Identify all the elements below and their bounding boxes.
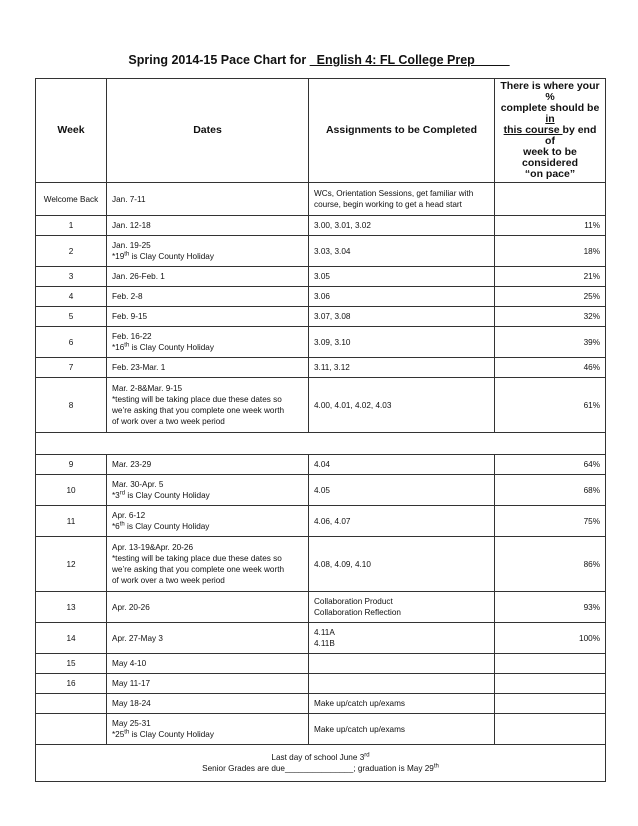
table-row — [36, 183, 606, 216]
assignments-cell: 3.09, 3.10 — [309, 327, 495, 358]
pct-cell: 75% — [495, 506, 606, 537]
table-row — [36, 216, 606, 236]
header-week: Week — [36, 79, 107, 183]
week-cell: 6 — [36, 327, 107, 358]
dates-cell: Jan. 26-Feb. 1 — [107, 267, 309, 287]
assignments-cell — [309, 674, 495, 694]
pct-cell: 86% — [495, 537, 606, 592]
title-prefix: Spring 2014-15 Pace Chart for — [128, 53, 310, 67]
senior-grades-text: Senior Grades are due_______________; graduation is May 29 — [202, 764, 434, 773]
table-row — [36, 358, 606, 378]
dates-cell: Mar. 23-29 — [107, 455, 309, 475]
assignments-cell: Make up/catch up/exams — [309, 694, 495, 714]
week-cell: 4 — [36, 287, 107, 307]
table-row — [36, 327, 606, 358]
assignments-cell: 4.06, 4.07 — [309, 506, 495, 537]
dates-cell: Apr. 27-May 3 — [107, 623, 309, 654]
week-cell: 10 — [36, 475, 107, 506]
dates-cell: May 18-24 — [107, 694, 309, 714]
table-row — [36, 714, 606, 745]
week-cell — [36, 694, 107, 714]
pct-cell: 21% — [495, 267, 606, 287]
week-cell — [36, 714, 107, 745]
pct-cell — [495, 654, 606, 674]
table-row — [36, 287, 606, 307]
footer-note: Last day of school June 3rd Senior Grades are due_______________; graduation is May 29th — [36, 745, 606, 782]
last-day-text: Last day of school June 3 — [271, 753, 365, 762]
dates-cell: Apr. 20-26 — [107, 592, 309, 623]
dates-cell: Jan. 7-11 — [107, 183, 309, 216]
pct-cell: 61% — [495, 378, 606, 433]
table-row — [36, 236, 606, 267]
week-cell: Welcome Back — [36, 183, 107, 216]
pct-cell: 39% — [495, 327, 606, 358]
assignments-cell: 3.05 — [309, 267, 495, 287]
footer-row — [36, 745, 606, 782]
week-cell: 7 — [36, 358, 107, 378]
week-cell: 3 — [36, 267, 107, 287]
dates-cell: Feb. 23-Mar. 1 — [107, 358, 309, 378]
pct-cell — [495, 674, 606, 694]
assignments-cell: 4.05 — [309, 475, 495, 506]
header-dates: Dates — [107, 79, 309, 183]
assignments-cell: 4.04 — [309, 455, 495, 475]
spacer-cell — [36, 433, 606, 455]
header-pace: There is where your % complete should be in this course by end of week to be considered “on pace” — [495, 79, 606, 183]
pct-cell — [495, 183, 606, 216]
week-cell: 12 — [36, 537, 107, 592]
assignments-cell: Make up/catch up/exams — [309, 714, 495, 745]
title-course: _English 4: FL College Prep_____ — [309, 53, 510, 67]
table-row — [36, 537, 606, 592]
pct-cell: 11% — [495, 216, 606, 236]
week-cell: 14 — [36, 623, 107, 654]
dates-cell: May 4-10 — [107, 654, 309, 674]
assignments-cell: 3.03, 3.04 — [309, 236, 495, 267]
week-cell: 9 — [36, 455, 107, 475]
dates-cell: Feb. 16-22 *16th is Clay County Holiday — [107, 327, 309, 358]
assignments-cell — [309, 654, 495, 674]
table-row — [36, 592, 606, 623]
assignments-cell: 3.00, 3.01, 3.02 — [309, 216, 495, 236]
dates-cell: Feb. 9-15 — [107, 307, 309, 327]
page-title — [0, 53, 638, 67]
pct-cell: 68% — [495, 475, 606, 506]
dates-cell: Jan. 12-18 — [107, 216, 309, 236]
table-row — [36, 378, 606, 433]
assignments-cell: 3.06 — [309, 287, 495, 307]
week-cell: 13 — [36, 592, 107, 623]
pct-cell: 32% — [495, 307, 606, 327]
assignments-cell: 4.08, 4.09, 4.10 — [309, 537, 495, 592]
pct-cell: 25% — [495, 287, 606, 307]
header-row — [36, 79, 606, 183]
dates-cell: Jan. 19-25 *19th is Clay County Holiday — [107, 236, 309, 267]
dates-cell: Feb. 2-8 — [107, 287, 309, 307]
assignments-cell: Collaboration Product Collaboration Reflection — [309, 592, 495, 623]
week-cell: 15 — [36, 654, 107, 674]
table-row — [36, 475, 606, 506]
table-row — [36, 455, 606, 475]
assignments-cell: 4.11A 4.11B — [309, 623, 495, 654]
dates-cell: Apr. 6-12 *6th is Clay County Holiday — [107, 506, 309, 537]
pct-cell — [495, 714, 606, 745]
pct-cell: 64% — [495, 455, 606, 475]
table-row — [36, 506, 606, 537]
pct-cell: 100% — [495, 623, 606, 654]
pct-cell — [495, 694, 606, 714]
dates-cell: May 11-17 — [107, 674, 309, 694]
pct-cell: 46% — [495, 358, 606, 378]
table-row — [36, 623, 606, 654]
pace-chart-table — [35, 78, 606, 782]
header-assignments: Assignments to be Completed — [309, 79, 495, 183]
table-row — [36, 674, 606, 694]
dates-cell: Apr. 13-19&Apr. 20-26 *testing will be taking place due these dates so we’re asking that you complete one week worth of work over a two week period — [107, 537, 309, 592]
week-cell: 5 — [36, 307, 107, 327]
table-row — [36, 654, 606, 674]
assignments-cell: WCs, Orientation Sessions, get familiar with course, begin working to get a head start — [309, 183, 495, 216]
assignments-cell: 3.07, 3.08 — [309, 307, 495, 327]
dates-cell: May 25-31 *25th is Clay County Holiday — [107, 714, 309, 745]
assignments-cell: 3.11, 3.12 — [309, 358, 495, 378]
pct-cell: 93% — [495, 592, 606, 623]
week-cell: 11 — [36, 506, 107, 537]
week-cell: 8 — [36, 378, 107, 433]
week-cell: 1 — [36, 216, 107, 236]
dates-cell: Mar. 2-8&Mar. 9-15 *testing will be taking place due these dates so we’re asking that you complete one week worth of work over a two week period — [107, 378, 309, 433]
dates-cell: Mar. 30-Apr. 5 *3rd is Clay County Holiday — [107, 475, 309, 506]
spacer-row — [36, 433, 606, 455]
assignments-cell: 4.00, 4.01, 4.02, 4.03 — [309, 378, 495, 433]
week-cell: 2 — [36, 236, 107, 267]
table-row — [36, 307, 606, 327]
table-row — [36, 694, 606, 714]
table-row — [36, 267, 606, 287]
week-cell: 16 — [36, 674, 107, 694]
pct-cell: 18% — [495, 236, 606, 267]
